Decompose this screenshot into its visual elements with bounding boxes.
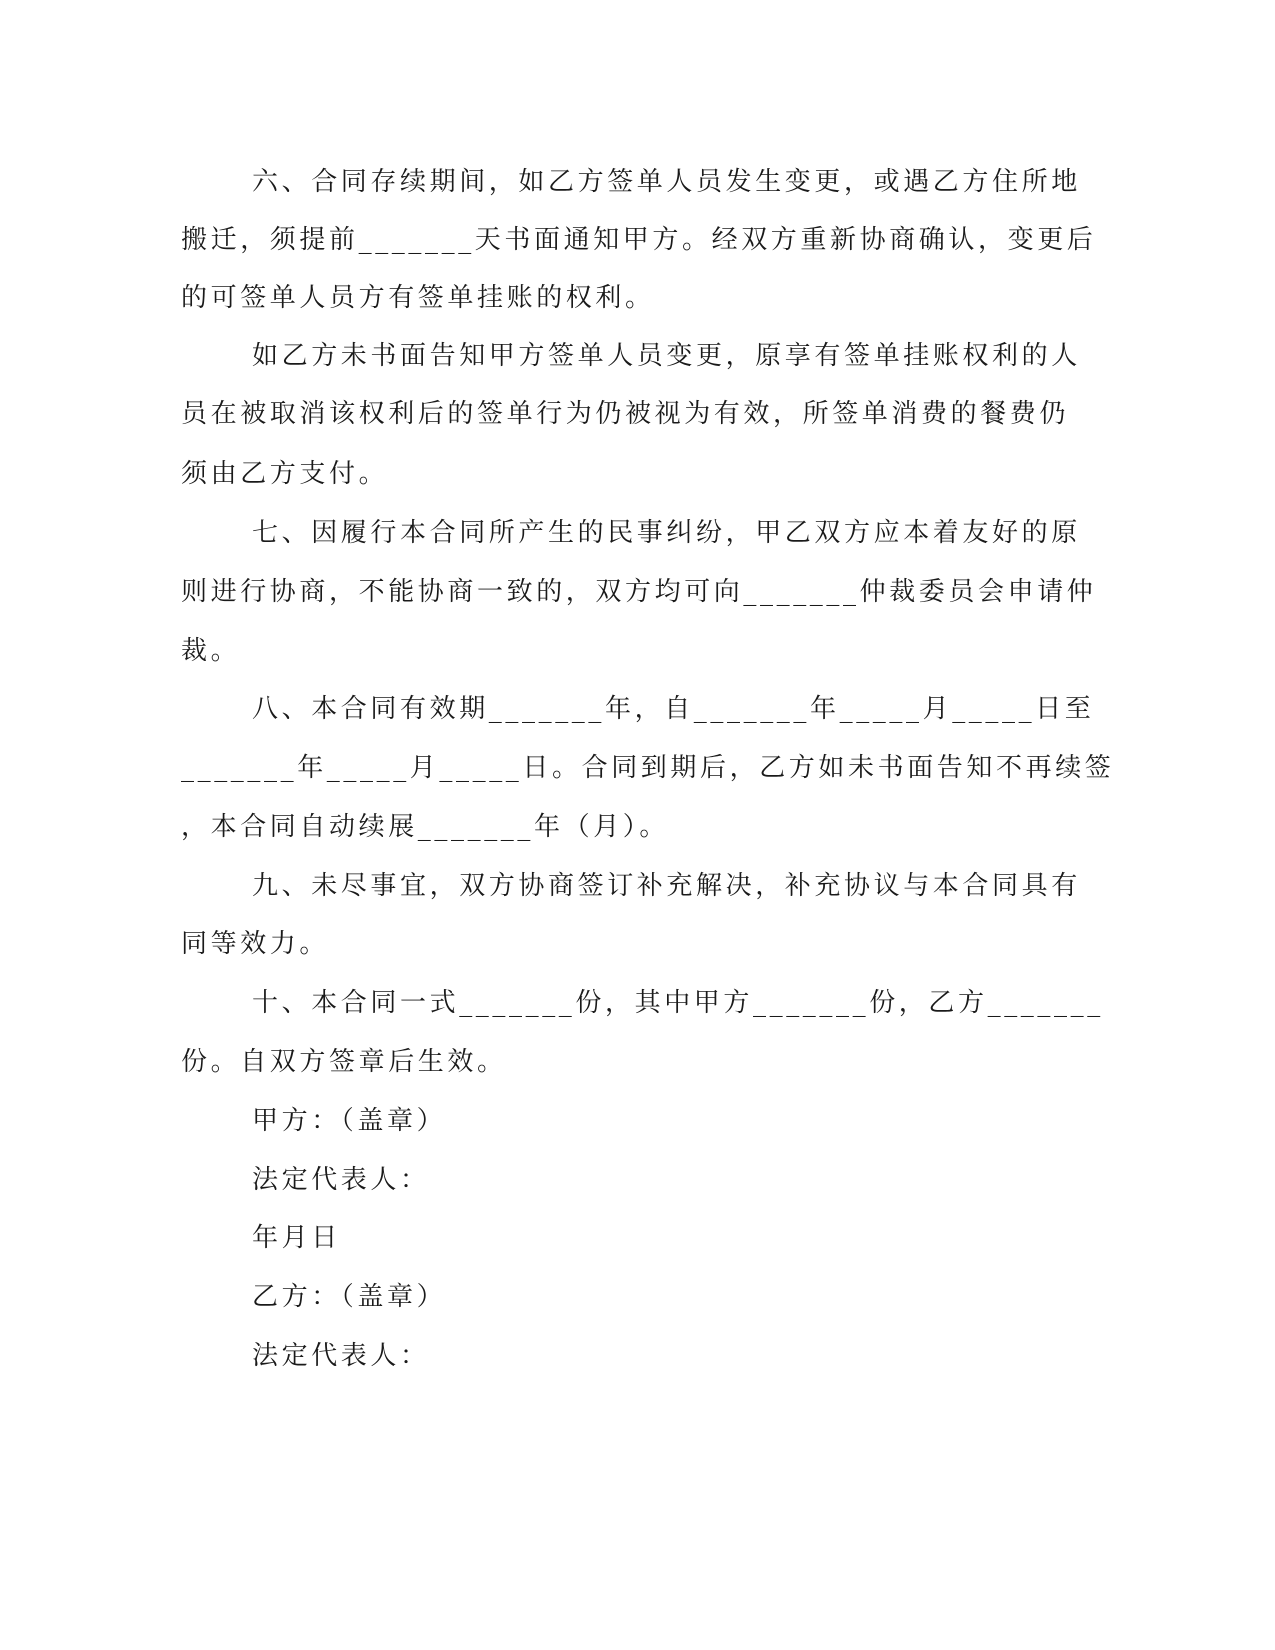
text-line: 的可签单人员方有签单挂账的权利。: [181, 283, 655, 313]
text-line: 份。自双方签章后生效。: [181, 1047, 507, 1077]
text-line: _______年_____月_____日。合同到期后，乙方如未书面告知不再续签: [181, 753, 1115, 783]
text-line: 六、合同存续期间，如乙方签单人员发生变更，或遇乙方住所地: [252, 167, 1081, 197]
text-line: 同等效力。: [181, 929, 330, 959]
text-line: 法定代表人：: [252, 1165, 430, 1195]
text-line: 七、因履行本合同所产生的民事纠纷，甲乙双方应本着友好的原: [252, 518, 1081, 548]
text-line: 则进行协商，不能协商一致的，双方均可向_______仲裁委员会申请仲: [181, 577, 1097, 607]
text-line: 员在被取消该权利后的签单行为仍被视为有效，所签单消费的餐费仍: [181, 399, 1070, 429]
text-line: 法定代表人：: [252, 1341, 430, 1371]
text-line: 八、本合同有效期_______年，自_______年_____月_____日至: [252, 694, 1095, 724]
text-line: ，本合同自动续展_______年（月）。: [181, 812, 670, 842]
text-line: 搬迁，须提前_______天书面通知甲方。经双方重新协商确认，变更后: [181, 225, 1097, 255]
text-line: 九、未尽事宜，双方协商签订补充解决，补充协议与本合同具有: [252, 871, 1081, 901]
text-line: 裁。: [181, 636, 241, 666]
text-line: 如乙方未书面告知甲方签单人员变更，原享有签单挂账权利的人: [252, 341, 1081, 371]
text-line: 乙方：（盖章）: [252, 1282, 447, 1312]
text-line: 年月日: [252, 1223, 341, 1253]
text-line: 须由乙方支付。: [181, 459, 389, 489]
text-line: 甲方：（盖章）: [252, 1106, 447, 1136]
text-line: 十、本合同一式_______份，其中甲方_______份，乙方_______: [252, 988, 1104, 1018]
